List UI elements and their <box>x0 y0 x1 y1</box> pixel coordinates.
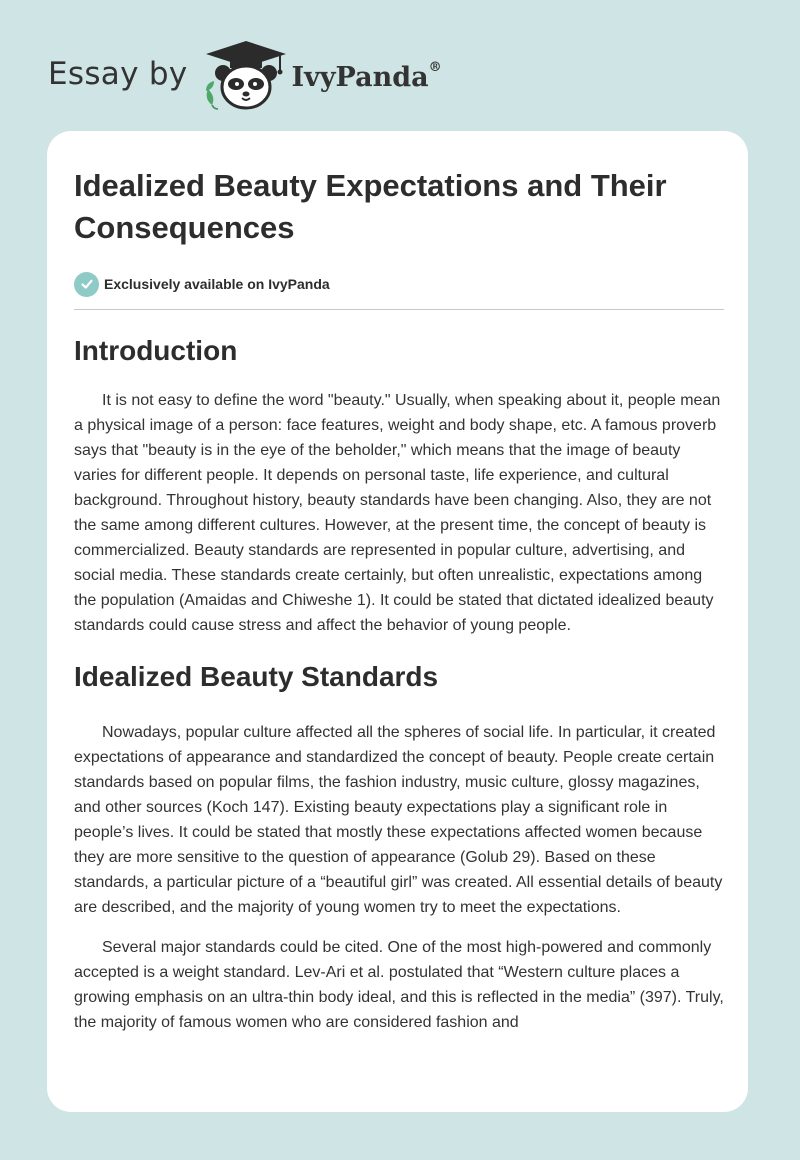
site-header <box>48 34 442 114</box>
brand-name[interactable] <box>291 59 442 93</box>
section-heading-idealized-beauty-standards: Idealized Beauty Standards <box>74 661 439 692</box>
exclusive-badge-label: Exclusively available on IvyPanda <box>104 276 330 292</box>
essay-card <box>47 131 748 1112</box>
check-circle-icon <box>74 272 99 297</box>
exclusive-badge <box>74 271 724 297</box>
registered-mark: ® <box>428 59 442 75</box>
panda-graduate-icon[interactable] <box>202 37 290 111</box>
brand-name-text: IvyPanda <box>291 61 429 93</box>
divider <box>74 309 724 310</box>
paragraph: It is not easy to define the word "beauty." Usually, when speaking about it, people mean a physical image of a person: face features, weight and body shape, etc. A famous proverb says that "beauty is in the eye of the beholder," which means that the image of beauty varies for different people. It depends on personal taste, life experience, and cultural background. Throughout history, beauty standards have been changing. Also, they are not the same among different cultures. However, at the present time, the concept of beauty is commercialized. Beauty standards are represented in popular culture, advertising, and social media. These standards create certainly, but often unrealistic, expectations among the population (Amaidas and Chiweshe 1). It could be stated that dictated idealized beauty standards could cause stress and affect the behavior of young people. <box>74 392 721 634</box>
essay-content <box>74 165 724 1035</box>
paragraph: Nowadays, popular culture affected all the spheres of social life. In particular, it created expectations of appearance and standardized the concept of beauty. People create certain standards based on popular films, the fashion industry, music culture, glossy magazines, and other sources (Koch 147). Existing beauty expectations play a significant role in people’s lives. It could be stated that mostly these expectations affected women because they are more sensitive to the question of appearance (Golub 29). Based on these standards, a particular picture of a “beautiful girl” was created. All essential details of beauty are described, and the majority of young women try to meet the expectations. <box>74 724 723 916</box>
paragraph: Several major standards could be cited. One of the most high-powered and commonly accepted is a weight standard. Lev-Ari et al. postulated that “Western culture places a growing emphasis on an ultra-thin body ideal, and this is reflected in the media” (397). Truly, the majority of famous women who are considered fashion and <box>74 939 724 1031</box>
essay-by-label: Essay by <box>48 56 188 92</box>
essay-title: Idealized Beauty Expectations and Their Consequences <box>74 168 667 245</box>
section-heading-introduction: Introduction <box>74 335 238 366</box>
